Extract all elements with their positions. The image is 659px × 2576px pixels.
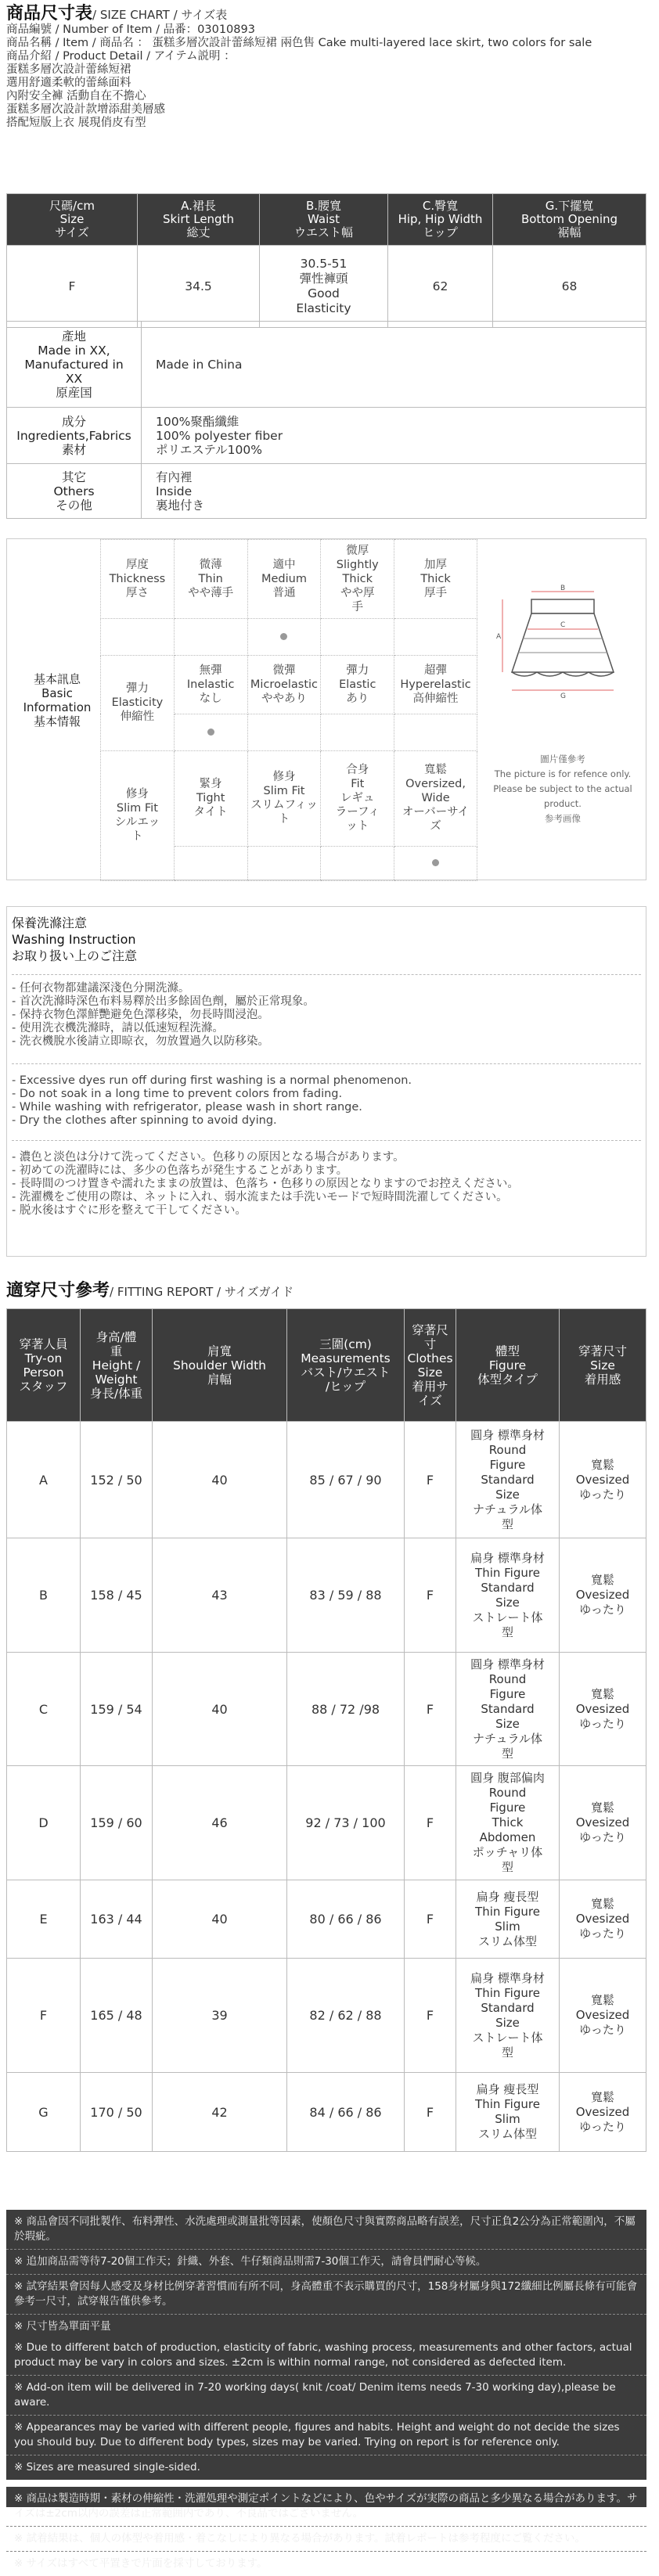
cell-measurements: 82 / 62 / 88 [287, 1959, 405, 2073]
fitting-table [6, 1308, 646, 2152]
cell-measurements: 92 / 73 / 100 [287, 1766, 405, 1880]
col-person: 穿著人員 Try-on Person スタッフ [7, 1309, 81, 1422]
col-measurements: 三圍(cm) Measurements バスト/ウエスト /ヒップ [287, 1309, 405, 1422]
thickness-label: 厚度 Thickness 厚さ [101, 540, 175, 619]
fit-tight: 緊身 Tight タイト [174, 750, 247, 846]
cell-height-weight: 165 / 48 [81, 1959, 153, 2073]
cell-shoulder: 40 [153, 1422, 287, 1538]
cell-figure: 扁身 標準身材 Thin Figure Standard Size ストレート体 型 [456, 1538, 560, 1653]
fit-label: 修身 Slim Fit シルエッ ト [101, 750, 175, 880]
cell-person: F [7, 1959, 81, 2073]
cell-height-weight: 159 / 60 [81, 1766, 153, 1880]
cell-shoulder: 40 [153, 1653, 287, 1766]
washing-item: - Do not soak in a long time to prevent colors from fading. [12, 1088, 343, 1100]
note-item: ※ 商品會因不同批製作、布料彈性、水洗處理或測量批等因素，使顏色尺寸與實際商品略有誤差，尺寸正負2公分為正常範圍內，不屬於瑕疵。 [14, 2215, 636, 2243]
table-row [7, 464, 646, 519]
cell-height-weight: 152 / 50 [81, 1422, 153, 1538]
basic-info-grid [100, 539, 477, 881]
cell-figure: 圓身 標準身材 Round Figure Standard Size ナチュラル体 型 [456, 1653, 560, 1766]
washing-item: - 保持衣物色澤鮮艷避免色澤移染，勿長時間浸泡。 [12, 1009, 269, 1021]
col-figure: 體型 Figure 体型タイプ [456, 1309, 560, 1422]
table-row [7, 1538, 646, 1653]
elasticity-micro: 微彈 Microelastic ややあり [247, 655, 321, 714]
product-detail-line: 內附安全褲 活動自在不擔心 [6, 90, 146, 103]
thickness-slightly-thick: 微厚 Slightly Thick やや厚 手 [321, 540, 394, 619]
table-row [7, 408, 646, 464]
note-item: ※ 尺寸皆為單面平量 [6, 2314, 646, 2339]
washing-item: - 洗濯機をご使用の際は、ネットに入れ、弱水流または手洗いモードで短時間洗濯してください。 [12, 1191, 508, 1203]
product-detail-line: 選用舒適柔軟的蕾絲面料 [6, 77, 131, 89]
washing-item: - Excessive dyes run off during first washing is a normal phenomenon. [12, 1074, 412, 1087]
note-item: ※ サイズはすべて平置きで片面を採寸しております。 [6, 2551, 646, 2576]
thickness-thick: 加厚 Thick 厚手 [394, 540, 477, 619]
table-row [7, 1422, 646, 1538]
diagram-letter-a: A [496, 633, 502, 641]
cell-size: F [405, 1653, 456, 1766]
size-chart-heading [6, 3, 659, 25]
product-detail-line: 蛋糕多層次設計蕾絲短裙 [6, 63, 131, 76]
cell-person: D [7, 1766, 81, 1880]
cell-measurements: 84 / 66 / 86 [287, 2073, 405, 2152]
basic-info-panel [6, 538, 646, 880]
note-item: ※ 試穿結果會因每人感受及身材比例穿著習慣而有所不同，身高體重不表示購買的尺寸，158身材屬身與172纖細比例屬長條有可能會參考一尺寸，試穿報告僅供參考。 [6, 2274, 646, 2314]
cell-measurements: 80 / 66 / 86 [287, 1880, 405, 1959]
fabric-value: 100%聚酯纖維 100% polyester fiber ポリエステル100% [142, 408, 646, 464]
elasticity-elastic: 彈力 Elastic あり [321, 655, 394, 714]
cell-shoulder: 39 [153, 1959, 287, 2073]
elasticity-hyper: 超彈 Hyperelastic 高伸縮性 [394, 655, 477, 714]
table-row [7, 1766, 646, 1880]
col-bottom: G.下擺寬 Bottom Opening 裾幅 [493, 194, 646, 246]
origin-value: Made in China [142, 322, 646, 408]
cell-height-weight: 159 / 54 [81, 1653, 153, 1766]
table-row [7, 2073, 646, 2152]
notes-ja [6, 2487, 646, 2570]
notes-en [6, 2336, 646, 2480]
cell-length: 34.5 [138, 246, 260, 328]
fit-oversized: 寬鬆 Oversized, Wide オーバーサイ ズ [394, 750, 477, 846]
origin-label: 產地 Made in XX, Manufactured in XX 原産国 [7, 322, 142, 408]
washing-item: - Dry the clothes after spinning to avoid dying. [12, 1114, 277, 1127]
fabric-label: 成分 Ingredients,Fabrics 素材 [7, 408, 142, 464]
others-label: 其它 Others その他 [7, 464, 142, 519]
col-height-weight: 身高/體 重 Height / Weight 身長/体重 [81, 1309, 153, 1422]
washing-title-zh: 保養洗滌注意 [12, 916, 88, 930]
size-chart-subtitle: / SIZE CHART / サイズ表 [92, 8, 228, 22]
washing-item: - While washing with refrigerator, please wash in short range. [12, 1101, 362, 1114]
washing-item: - 使用洗衣機洗滌時，請以低速短程洗滌。 [12, 1022, 224, 1034]
cell-size: F [405, 1422, 456, 1538]
table-row [7, 322, 646, 408]
product-info [6, 23, 646, 130]
cell-fit: 寬鬆 Ovesized ゆったり [560, 1959, 646, 2073]
cell-height-weight: 170 / 50 [81, 2073, 153, 2152]
cell-shoulder: 43 [153, 1538, 287, 1653]
note-item: ※ Sizes are measured single-sided. [6, 2455, 646, 2480]
washing-item: - 初めての洗濯時には、多少の色落ちが発生することがあります。 [12, 1164, 348, 1177]
note-item: ※ Add-on item will be delivered in 7-20 working days( knit /coat/ Denim items needs 7-30 working day),please be aware. [6, 2375, 646, 2415]
cell-figure: 圓身 腹部偏肉 Round Figure Thick Abdomen ポッチャリ体 型 [456, 1766, 560, 1880]
col-size: 尺碼/cm Size サイズ [7, 194, 138, 246]
note-item: ※ Appearances may be varied with different people, figures and habits. Height and weight do not decide the sizes you should buy. Due to different body types, sizes may be varied. Trying on report is for reference only. [6, 2415, 646, 2455]
washing-item: - 洗衣機脫水後請立即晾衣，勿放置過久以防移染。 [12, 1035, 269, 1048]
table-row [7, 1880, 646, 1959]
cell-shoulder: 42 [153, 2073, 287, 2152]
cell-size: F [405, 1538, 456, 1653]
cell-measurements: 88 / 72 /98 [287, 1653, 405, 1766]
diagram-caption: 圖片僅參考 The picture is for refence only. Please be subject to the actual product. 参考画像 [493, 754, 632, 824]
details-table [6, 321, 646, 519]
diagram-letter-b: B [560, 585, 566, 592]
table-row [7, 1959, 646, 2073]
basic-info-label: 基本訊息 Basic Information 基本情報 [23, 672, 92, 729]
fitting-title: 適穿尺寸參考 [6, 1281, 110, 1301]
product-number: 商品編號 / Number of Item / 品番：03010893 [6, 23, 255, 36]
washing-item: - 脱水後はすぐに形を整えて干してください。 [12, 1204, 247, 1217]
washing-item: - 濃色と淡色は分けて洗ってください。色移りの原因となる場合があります。 [12, 1151, 405, 1164]
size-chart-header [6, 3, 659, 25]
cell-size: F [7, 246, 138, 328]
washing-item: - 首次洗滌時深色布料易釋於出多餘固色劑，屬於正常現象。 [12, 995, 315, 1008]
thickness-indicator [280, 633, 287, 640]
cell-measurements: 83 / 59 / 88 [287, 1538, 405, 1653]
cell-measurements: 85 / 67 / 90 [287, 1422, 405, 1538]
cell-size: F [405, 1880, 456, 1959]
product-name: 商品名稱 / Item / 商品名 ： 蛋糕多層次設計蕾絲短裙 兩色售 Cake multi-layered lace skirt, two colors for sale [6, 37, 592, 49]
col-fit: 穿著尺寸 Size 着用感 [560, 1309, 646, 1422]
fit-indicator [432, 859, 439, 866]
cell-person: G [7, 2073, 81, 2152]
table-row [7, 1653, 646, 1766]
washing-zh [12, 982, 315, 1049]
size-chart-title: 商品尺寸表 [6, 4, 93, 23]
washing-en [12, 1074, 412, 1128]
others-value: 有內裡 Inside 裏地付き [142, 464, 646, 519]
cell-figure: 扁身 瘦長型 Thin Figure Slim スリム体型 [456, 2073, 560, 2152]
col-length: A.裙長 Skirt Length 総丈 [138, 194, 260, 246]
elasticity-indicator [207, 729, 214, 736]
skirt-diagram-icon [496, 582, 629, 700]
diagram-letter-g: G [560, 693, 566, 700]
cell-size: F [405, 1959, 456, 2073]
cell-person: C [7, 1653, 81, 1766]
fit-regular: 合身 Fit レギュ ラーフィ ット [321, 750, 394, 846]
product-detail-line: 搭配短版上衣 展現俏皮有型 [6, 117, 146, 129]
cell-hip: 62 [388, 246, 493, 328]
washing-item: - 任何衣物都建議深淺色分開洗滌。 [12, 982, 190, 995]
cell-person: B [7, 1538, 81, 1653]
washing-title [12, 915, 137, 964]
cell-person: E [7, 1880, 81, 1959]
diagram-letter-c: C [560, 621, 566, 629]
washing-ja [12, 1151, 519, 1218]
cell-size: F [405, 1766, 456, 1880]
col-clothes-size: 穿著尺 寸 Clothes Size 着用サ イズ [405, 1309, 456, 1422]
cell-size: F [405, 2073, 456, 2152]
cell-waist: 30.5-51 彈性褲頭 Good Elasticity [260, 246, 388, 328]
fitting-heading [6, 1280, 659, 1302]
cell-person: A [7, 1422, 81, 1538]
table-row [7, 246, 646, 328]
cell-shoulder: 40 [153, 1880, 287, 1959]
product-detail-label: 商品介紹 / Product Detail / アイテム説明 ： [6, 50, 236, 63]
col-shoulder: 肩寬 Shoulder Width 肩幅 [153, 1309, 287, 1422]
cell-fit: 寬鬆 Ovesized ゆったり [560, 1538, 646, 1653]
fitting-subtitle: / FITTING REPORT / サイズガイド [110, 1285, 294, 1299]
cell-fit: 寬鬆 Ovesized ゆったり [560, 2073, 646, 2152]
notes-zh [6, 2210, 646, 2339]
note-item: ※ 商品は製造時期・素材の伸縮性・洗濯処理や測定ポイントなどにより、色やサイズが実際の商品と多少異なる場合があります。サイズは±2cm以内の誤差は正常範囲内であり、不良品ではございません。 [14, 2492, 638, 2520]
washing-title-ja: お取り扱い上のご注意 [12, 948, 138, 963]
thickness-medium: 適中 Medium 普通 [247, 540, 321, 619]
col-hip: C.臀寬 Hip, Hip Width ヒップ [388, 194, 493, 246]
cell-fit: 寬鬆 Ovesized ゆったり [560, 1766, 646, 1880]
thickness-thin: 微薄 Thin やや薄手 [174, 540, 247, 619]
elasticity-label: 彈力 Elasticity 伸縮性 [101, 655, 175, 750]
cell-height-weight: 163 / 44 [81, 1880, 153, 1959]
washing-title-en: Washing Instruction [12, 932, 136, 947]
cell-figure: 扁身 瘦長型 Thin Figure Slim スリム体型 [456, 1880, 560, 1959]
note-item: ※ Due to different batch of production, elasticity of fabric, washing process, measurements and other factors, actual product may be vary in colors and sizes. ±2cm is within normal range, not considered as defected item. [14, 2341, 632, 2369]
note-item: ※ 追加商品需等待7-20個工作天；針織、外套、牛仔類商品則需7-30個工作天，請會員們耐心等候。 [6, 2249, 646, 2274]
note-item: ※ 試着結果は、個人の体型や着用感・着こなしにより異なる場合があります。試着レポートは参考程度にご覧ください。 [6, 2526, 646, 2551]
washing-item: - 長時間のつけ置きや濡れたままの放置は、色落ち・色移りの原因となりますのでお控えください。 [12, 1178, 519, 1190]
cell-shoulder: 46 [153, 1766, 287, 1880]
elasticity-inelastic: 無彈 Inelastic なし [174, 655, 247, 714]
cell-height-weight: 158 / 45 [81, 1538, 153, 1653]
cell-fit: 寬鬆 Ovesized ゆったり [560, 1653, 646, 1766]
fit-slim: 修身 Slim Fit スリムフィッ ト [247, 750, 321, 846]
col-waist: B.腰寬 Waist ウエスト幅 [260, 194, 388, 246]
cell-fit: 寬鬆 Ovesized ゆったり [560, 1880, 646, 1959]
size-table [6, 193, 646, 328]
cell-figure: 扁身 標準身材 Thin Figure Standard Size ストレート体 型 [456, 1959, 560, 2073]
product-detail-line: 蛋糕多層次設計款增添甜美層感 [6, 103, 165, 116]
washing-panel [6, 906, 646, 1257]
cell-figure: 圓身 標準身材 Round Figure Standard Size ナチュラル体 型 [456, 1422, 560, 1538]
cell-fit: 寬鬆 Ovesized ゆったり [560, 1422, 646, 1538]
cell-bottom: 68 [493, 246, 646, 328]
